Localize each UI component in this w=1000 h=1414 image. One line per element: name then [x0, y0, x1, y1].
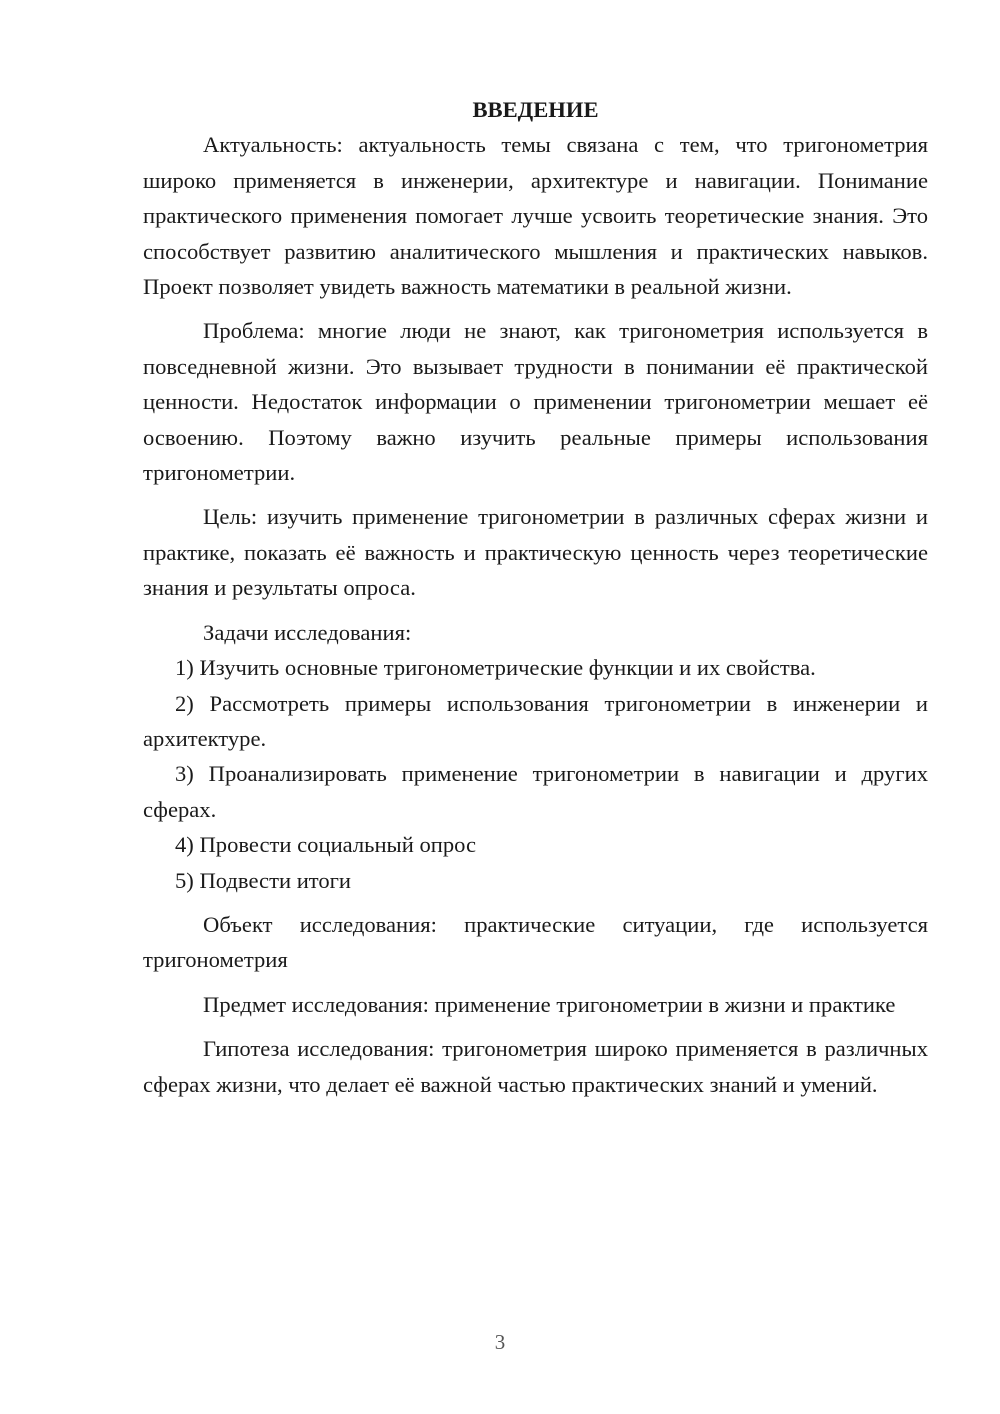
- tasks-heading: Задачи исследования:: [203, 619, 412, 645]
- page-number: 3: [494, 1330, 506, 1354]
- paragraph-object: Объект исследования: практические ситуации, где используется тригонометрия: [143, 911, 928, 973]
- task-item-4: 4) Провести социальный опрос: [175, 832, 477, 858]
- section-title: ВВЕДЕНИЕ: [472, 97, 599, 122]
- task-item-1: 1) Изучить основные тригонометрические функции и их свойства.: [175, 655, 816, 681]
- task-item-2: 2) Рассмотреть примеры использования тригонометрии в инженерии и архитектуре.: [143, 690, 928, 751]
- task-item-3: 3) Проанализировать применение тригонометрии в навигации и других сферах.: [143, 761, 928, 822]
- paragraph-relevance: Актуальность: актуальность темы связана с тем, что тригонометрия широко применяется в инженерии, архитектуре и навигации. Понимание практического применения помогает лучше усвоить теоретические знания. Это способствует развитию аналитического мышления и практических навыков. Проект позволяет увидеть важность математики в реальной жизни.: [143, 132, 928, 300]
- paragraph-subject: Предмет исследования: применение тригонометрии в жизни и практике: [203, 991, 896, 1017]
- paragraph-hypothesis: Гипотеза исследования: тригонометрия широко применяется в различных сферах жизни, что делает её важной частью практических знаний и умений.: [143, 1036, 928, 1097]
- paragraph-problem: Проблема: многие люди не знают, как тригонометрия используется в повседневной жизни. Это вызывает трудности в понимании её практической ценности. Недостаток информации о применении тригонометрии мешает её освоению. Поэтому важно изучить реальные примеры использования тригонометрии.: [143, 318, 928, 486]
- paragraph-goal: Цель: изучить применение тригонометрии в различных сферах жизни и практике, показать её важность и практическую ценность через теоретические знания и результаты опроса.: [143, 504, 928, 601]
- page-content: [143, 92, 928, 1102]
- task-item-5: 5) Подвести итоги: [175, 867, 352, 893]
